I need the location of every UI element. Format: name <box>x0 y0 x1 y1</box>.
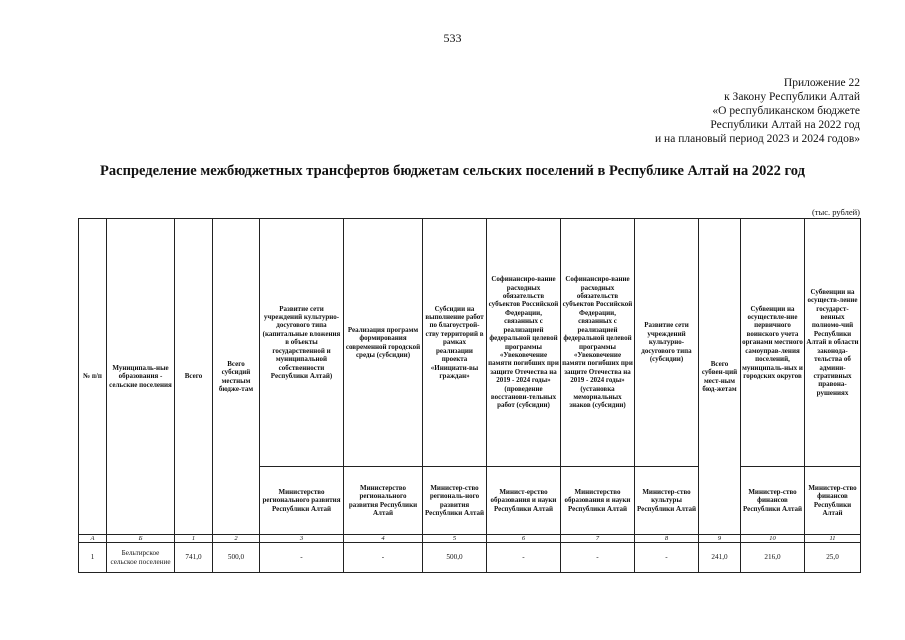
index-cell: 1 <box>175 535 213 543</box>
index-cell: 4 <box>344 535 423 543</box>
table-row <box>79 543 861 573</box>
page-number: 533 <box>443 31 462 45</box>
value-cell: 216,0 <box>741 543 805 573</box>
index-cell: 11 <box>805 535 861 543</box>
units-label: (тыс. рублей) <box>811 207 860 217</box>
ministry-cell: Министер-ство культуры Республики Алтай <box>635 467 699 535</box>
index-cell: 6 <box>487 535 561 543</box>
header-cell: Субвенции на осуществле-ние первичного воинского учета органами местного самоуправ-ления поселений, муниципаль-ных и городских округов <box>741 219 805 467</box>
ministry-cell: Министерство регионального развития Республики Алтай <box>260 467 344 535</box>
ministry-cell: Министер-ство региональ-ного развития Республики Алтай <box>423 467 487 535</box>
value-cell: - <box>561 543 635 573</box>
value-cell: - <box>487 543 561 573</box>
value-cell: - <box>635 543 699 573</box>
column-index-row <box>79 535 861 543</box>
value-cell: - <box>344 543 423 573</box>
header-cell: Софинансиро-вание расходных обязательств субъектов Российской Федерации, связанных с реализацией федеральной целевой программы «Увековечение памяти погибших при защите Отечества на 2019 - 2024 годы» (проведение восстанови-тельных работ (субсидии) <box>487 219 561 467</box>
header-cell: Всего субвен-ций мест-ным бюд-жетам <box>699 219 741 535</box>
index-cell: 7 <box>561 535 635 543</box>
value-cell: 741,0 <box>175 543 213 573</box>
header-row <box>79 219 861 467</box>
index-cell: 2 <box>213 535 260 543</box>
index-cell: 3 <box>260 535 344 543</box>
header-cell: Реализация программ формирования современной городской среды (субсидии) <box>344 219 423 467</box>
index-cell: Б <box>107 535 175 543</box>
header-cell: Развитие сети учреждений культурно-досугового типа (капитальные вложения в объекты государственной и муниципальной собственности Республики Алтай) <box>260 219 344 467</box>
ministry-cell: Министерство образования и науки Республики Алтай <box>561 467 635 535</box>
header-cell: Муниципаль-ные образования - сельские поселения <box>107 219 175 535</box>
appendix-line: Приложение 22 <box>783 77 860 89</box>
index-cell: А <box>79 535 107 543</box>
appendix-line: и на плановый период 2023 и 2024 годов» <box>655 133 860 145</box>
header-cell: Всего субсидий местным бюдже-там <box>213 219 260 535</box>
index-cell: 9 <box>699 535 741 543</box>
value-cell: - <box>260 543 344 573</box>
index-cell: 5 <box>423 535 487 543</box>
header-cell: Всего <box>175 219 213 535</box>
header-cell: Развитие сети учреждений культурно-досугового типа (субсидии) <box>635 219 699 467</box>
index-cell: 10 <box>741 535 805 543</box>
appendix-note <box>655 76 860 146</box>
header-cell: Софинансиро-вание расходных обязательств субъектов Российской Федерации, связанных с реализацией федеральной целевой программы «Увековечение памяти погибших при защите Отечества на 2019 - 2024 годы» (установка мемориальных знаков (субсидии) <box>561 219 635 467</box>
appendix-line: Республики Алтай на 2022 год <box>710 119 860 131</box>
ministry-cell: Минист-ерство образования и науки Республики Алтай <box>487 467 561 535</box>
value-cell: 241,0 <box>699 543 741 573</box>
appendix-line: «О республиканском бюджете <box>712 105 860 117</box>
value-cell: 500,0 <box>213 543 260 573</box>
value-cell: 500,0 <box>423 543 487 573</box>
document-title: Распределение межбюджетных трансфертов бюджетам сельских поселений в Республике Алтай на 2022 год <box>100 163 805 179</box>
transfers-table <box>78 218 861 573</box>
value-cell: 25,0 <box>805 543 861 573</box>
appendix-line: к Закону Республики Алтай <box>724 91 860 103</box>
ministry-cell: Министер-ство финансов Республики Алтай <box>805 467 861 535</box>
header-cell: № п/п <box>79 219 107 535</box>
header-cell: Субсидии на выполнение работ по благоустрой-ству территорий в рамках реализации проекта «Инициати-вы граждан» <box>423 219 487 467</box>
header-cell: Субвенции на осуществ-ление государст-венных полномо-чий Республики Алтай в области законода-тельства об админи-стративных правона-рушениях <box>805 219 861 467</box>
ministry-cell: Министерство регионального развития Республики Алтай <box>344 467 423 535</box>
index-cell: 8 <box>635 535 699 543</box>
row-number: 1 <box>79 543 107 573</box>
ministry-cell: Министер-ство финансов Республики Алтай <box>741 467 805 535</box>
settlement-name: Бельтирское сельское поселение <box>107 543 175 573</box>
